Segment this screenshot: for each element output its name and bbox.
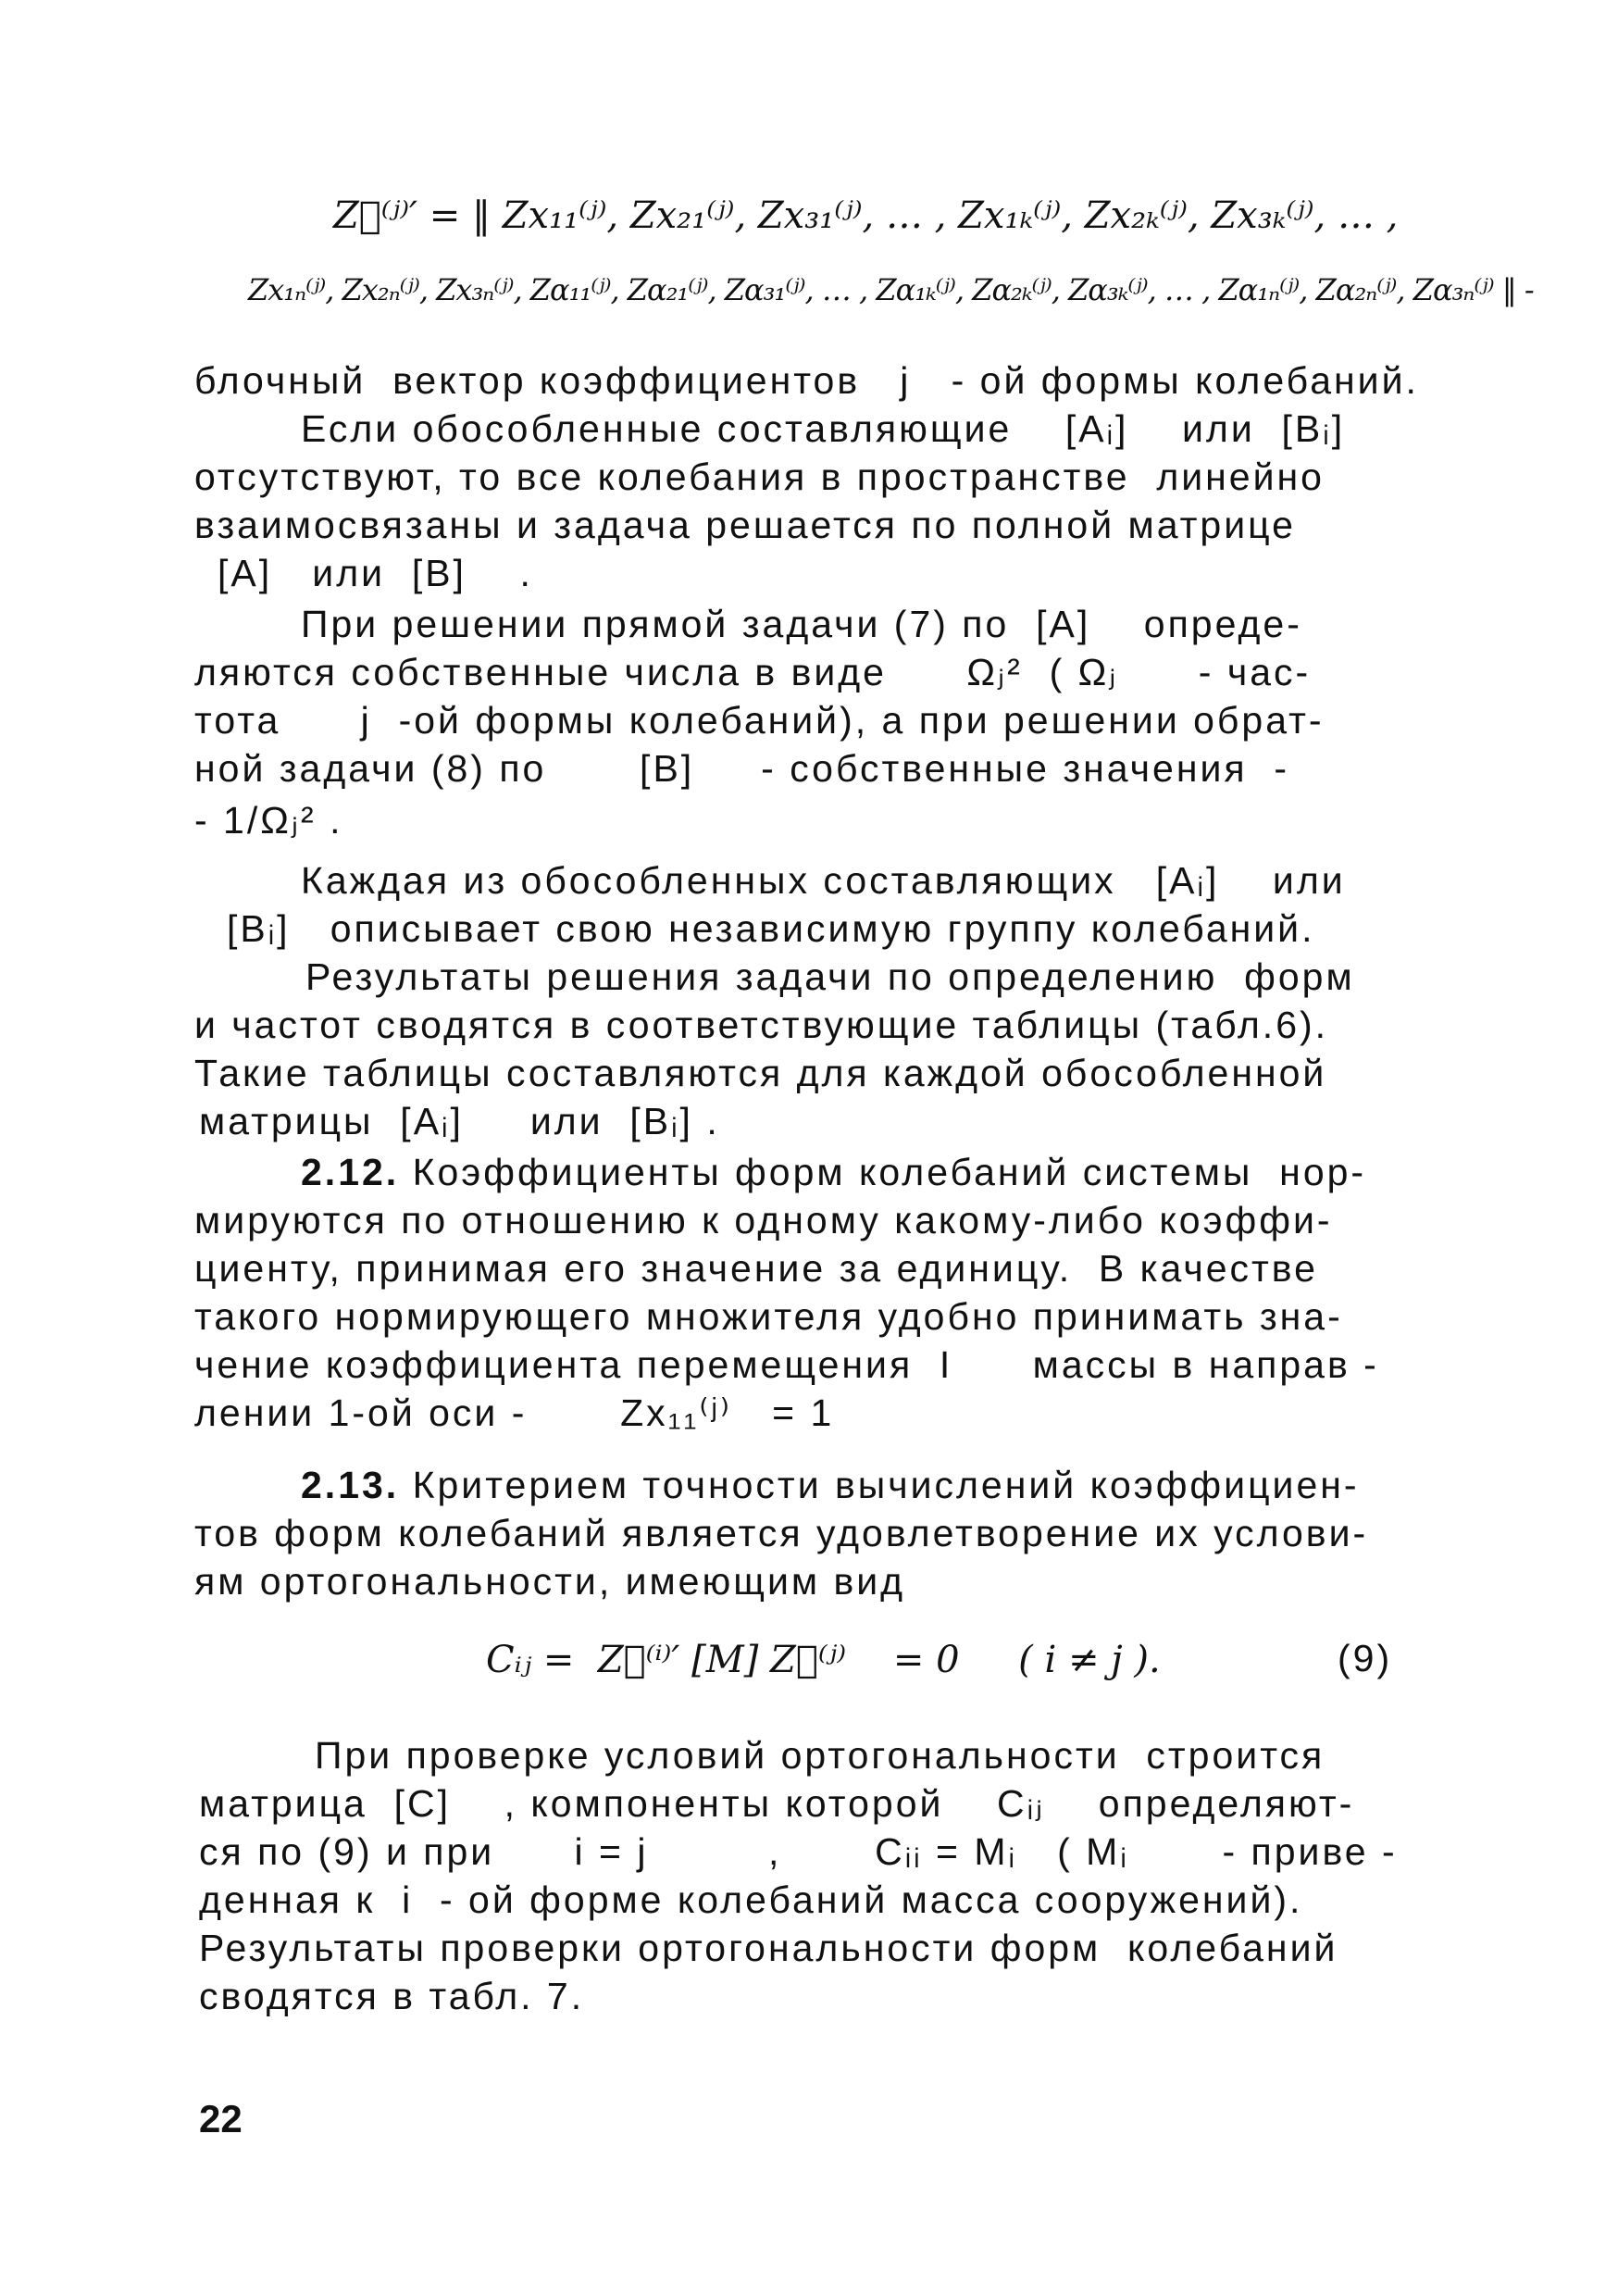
text-line-29: денная к i - ой форме колебаний масса сооружений). [199, 1878, 1303, 1921]
text-line-20: такого нормирующего множителя удобно принимать зна- [194, 1295, 1343, 1338]
text-line-25: ям ортогональности, имеющим вид [194, 1560, 906, 1603]
text-line-6: При решении прямой задачи (7) по [A] опреде- [301, 603, 1302, 645]
text-line-14: и частот сводятся в соответствующие таблицы (табл.6). [194, 1004, 1329, 1046]
paragraph-2-13-line-1 [301, 1461, 1360, 1509]
text-line-8: тота j -ой формы колебаний), а при решении обрат- [194, 699, 1325, 742]
paragraph-2-12-line-1 [301, 1148, 1366, 1196]
section-number-2-13: 2.13. [301, 1464, 400, 1506]
text-line-4: взаимосвязаны и задача решается по полной матрице [194, 504, 1296, 546]
text-line-15: Такие таблицы составляются для каждой обособленной [194, 1052, 1327, 1094]
text-line-2: Если обособленные составляющие [Aᵢ] или [Bᵢ] [301, 407, 1346, 450]
text-line-18: мируются по отношению к одному какому-либо коэффи- [194, 1199, 1333, 1242]
block-vector-formula-line-2: Zx₁ₙ⁽ʲ⁾, Zx₂ₙ⁽ʲ⁾, Zx₃ₙ⁽ʲ⁾, Zα₁₁⁽ʲ⁾, Zα₂₁⁽ʲ⁾, Zα₃₁⁽ʲ⁾, … , Zα₁ₖ⁽ʲ⁾, Zα₂ₖ⁽ʲ⁾, Zα₃ₖ⁽ʲ⁾, … , Zα₁ₙ⁽ʲ⁾, Zα₂ₙ⁽ʲ⁾, Zα₃ₙ⁽ʲ⁾ ‖ - [248, 272, 1534, 307]
orthogonality-formula: Cᵢⱼ = Z⃗⁽ⁱ⁾′ [M] Z⃗⁽ʲ⁾ = 0 ( i ≠ j ). [486, 1639, 1161, 1681]
page-number: 22 [199, 2097, 243, 2140]
text-line-22: лении 1-ой оси - Zx₁₁⁽ʲ⁾ = 1 [194, 1391, 835, 1434]
formula-9-label: (9) [1338, 1637, 1393, 1679]
text-line-27: матрица [C] , компоненты которой Cᵢⱼ определяют- [199, 1782, 1355, 1825]
text-line-11: Каждая из обособленных составляющих [Aᵢ] или [301, 859, 1346, 902]
text-line-7: ляются собственные числа в виде Ωⱼ² ( Ωⱼ - час- [194, 651, 1312, 693]
text-line-24: тов форм колебаний является удовлетворение их услови- [194, 1512, 1369, 1554]
paragraph-2-13-text: Критерием точности вычислений коэффициен- [412, 1464, 1360, 1506]
text-line-30: Результаты проверки ортогональности форм колебаний [199, 1927, 1338, 1969]
text-line-26: При проверке условий ортогональности строится [315, 1734, 1326, 1777]
paragraph-2-12-text: Коэффициенты форм колебаний системы нор- [412, 1151, 1367, 1193]
text-line-13: Результаты решения задачи по определению форм [305, 955, 1355, 998]
block-vector-formula-line-1: Z⃗⁽ʲ⁾′ = ‖ Zx₁₁⁽ʲ⁾, Zx₂₁⁽ʲ⁾, Zx₃₁⁽ʲ⁾, … , Zx₁ₖ⁽ʲ⁾, Zx₂ₖ⁽ʲ⁾, Zx₃ₖ⁽ʲ⁾, … , [333, 194, 1399, 237]
text-line-10: - 1/Ωⱼ² . [194, 799, 343, 842]
section-number-2-12: 2.12. [301, 1151, 400, 1193]
text-line-1: блочный вектор коэффициентов j - ой формы колебаний. [194, 359, 1419, 402]
text-line-16: матрицы [Aᵢ] или [Bᵢ] . [199, 1100, 720, 1142]
text-line-9: ной задачи (8) по [B] - собственные значения - [194, 747, 1290, 790]
text-line-21: чение коэффициента перемещения I массы в направ - [194, 1343, 1379, 1386]
text-line-28: ся по (9) и при i = j , Cᵢᵢ = Mᵢ ( Mᵢ - приве - [199, 1830, 1398, 1873]
text-line-5: [A] или [B] . [218, 552, 533, 594]
text-line-12: [Bᵢ] описывает свою независимую группу колебаний. [227, 907, 1315, 950]
text-line-19: циенту, принимая его значение за единицу. В качестве [194, 1247, 1318, 1290]
text-line-31: сводятся в табл. 7. [199, 1975, 585, 2017]
text-line-3: отсутствуют, то все колебания в пространстве линейно [194, 455, 1325, 498]
